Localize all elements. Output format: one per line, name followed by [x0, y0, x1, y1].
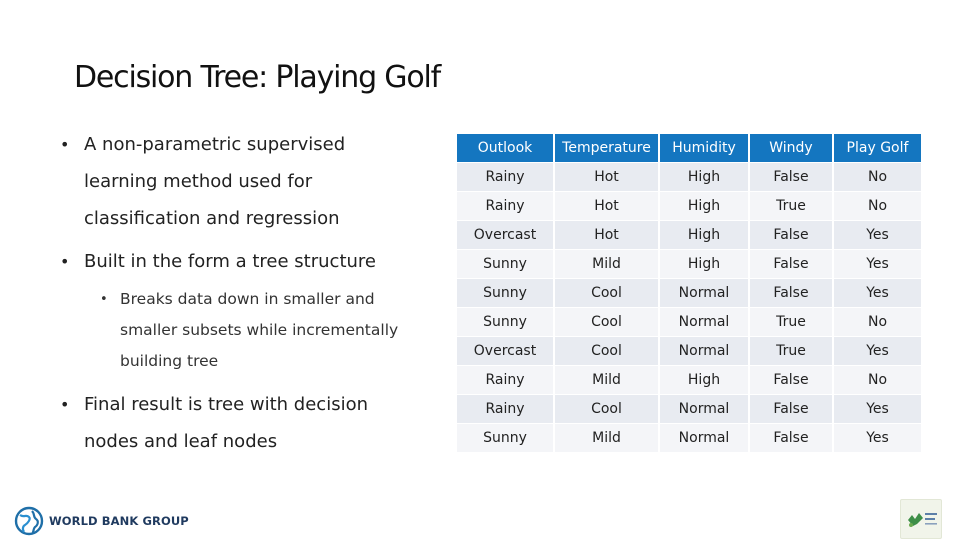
table-cell: Mild: [555, 366, 658, 394]
table-cell: False: [750, 395, 832, 423]
table-cell: High: [660, 250, 748, 278]
table-cell: False: [750, 250, 832, 278]
table-cell: High: [660, 366, 748, 394]
table-cell: Yes: [834, 250, 921, 278]
table-cell: Mild: [555, 250, 658, 278]
table-cell: Cool: [555, 395, 658, 423]
table-row: [457, 192, 921, 220]
table-cell: True: [750, 337, 832, 365]
sub-bullet-text: building tree: [120, 352, 219, 370]
bullet-item: [58, 386, 438, 460]
table-cell: Hot: [555, 163, 658, 191]
table-cell: No: [834, 308, 921, 336]
bullet-text: classification and regression: [84, 208, 340, 229]
column-header: Temperature: [555, 134, 658, 162]
table-cell: High: [660, 192, 748, 220]
table-cell: Normal: [660, 308, 748, 336]
bullet-text: learning method used for: [84, 171, 313, 192]
table-cell: Overcast: [457, 337, 553, 365]
table-cell: Normal: [660, 395, 748, 423]
table-cell: Normal: [660, 424, 748, 452]
table-row: [457, 163, 921, 191]
table-row: [457, 221, 921, 249]
table-cell: False: [750, 279, 832, 307]
table-cell: Yes: [834, 337, 921, 365]
table-cell: No: [834, 163, 921, 191]
column-header: Windy: [750, 134, 832, 162]
table-cell: No: [834, 192, 921, 220]
sub-bullet-item: [58, 284, 438, 377]
table-cell: Hot: [555, 221, 658, 249]
column-header: Humidity: [660, 134, 748, 162]
table-row: [457, 308, 921, 336]
golf-data-table: [455, 133, 923, 453]
bullet-item: [58, 243, 438, 280]
table-cell: False: [750, 221, 832, 249]
sub-bullet-text: smaller subsets while incrementally: [120, 321, 399, 339]
table-row: [457, 366, 921, 394]
table-cell: Rainy: [457, 395, 553, 423]
table-row: [457, 279, 921, 307]
table-cell: False: [750, 366, 832, 394]
sub-bullet-text: • Breaks data down in smaller and: [120, 290, 375, 308]
table-cell: Yes: [834, 279, 921, 307]
table-cell: Rainy: [457, 192, 553, 220]
bullet-list: [58, 126, 438, 460]
table-row: [457, 337, 921, 365]
table-cell: Normal: [660, 337, 748, 365]
table-cell: Sunny: [457, 279, 553, 307]
table-cell: High: [660, 163, 748, 191]
table-row: [457, 250, 921, 278]
organization-badge-icon: [900, 499, 942, 539]
table-cell: Mild: [555, 424, 658, 452]
logo-text: WORLD BANK GROUP: [49, 514, 189, 528]
table-cell: Cool: [555, 279, 658, 307]
table-cell: Yes: [834, 424, 921, 452]
table-cell: True: [750, 308, 832, 336]
table-header-row: [457, 134, 921, 162]
bullet-item: [58, 126, 438, 237]
column-header: Outlook: [457, 134, 553, 162]
table-cell: Rainy: [457, 163, 553, 191]
table-cell: Yes: [834, 221, 921, 249]
globe-icon: [14, 506, 44, 536]
bullet-text: nodes and leaf nodes: [84, 431, 278, 452]
table-cell: Cool: [555, 337, 658, 365]
table-cell: Hot: [555, 192, 658, 220]
bullet-text: • Built in the form a tree structure: [84, 251, 376, 272]
table-cell: True: [750, 192, 832, 220]
table-cell: Cool: [555, 308, 658, 336]
table-cell: False: [750, 424, 832, 452]
table-cell: Overcast: [457, 221, 553, 249]
world-bank-group-logo: [14, 506, 189, 536]
table-cell: False: [750, 163, 832, 191]
table-cell: Sunny: [457, 308, 553, 336]
bullet-text: • A non-parametric supervised: [84, 134, 346, 155]
table-cell: No: [834, 366, 921, 394]
table-cell: High: [660, 221, 748, 249]
slide-title: Decision Tree: Playing Golf: [74, 60, 440, 95]
column-header: Play Golf: [834, 134, 921, 162]
table-cell: Sunny: [457, 250, 553, 278]
table-cell: Sunny: [457, 424, 553, 452]
table-cell: Normal: [660, 279, 748, 307]
table-row: [457, 395, 921, 423]
table-cell: Yes: [834, 395, 921, 423]
table-row: [457, 424, 921, 452]
table-cell: Rainy: [457, 366, 553, 394]
bullet-text: • Final result is tree with decision: [84, 394, 368, 415]
